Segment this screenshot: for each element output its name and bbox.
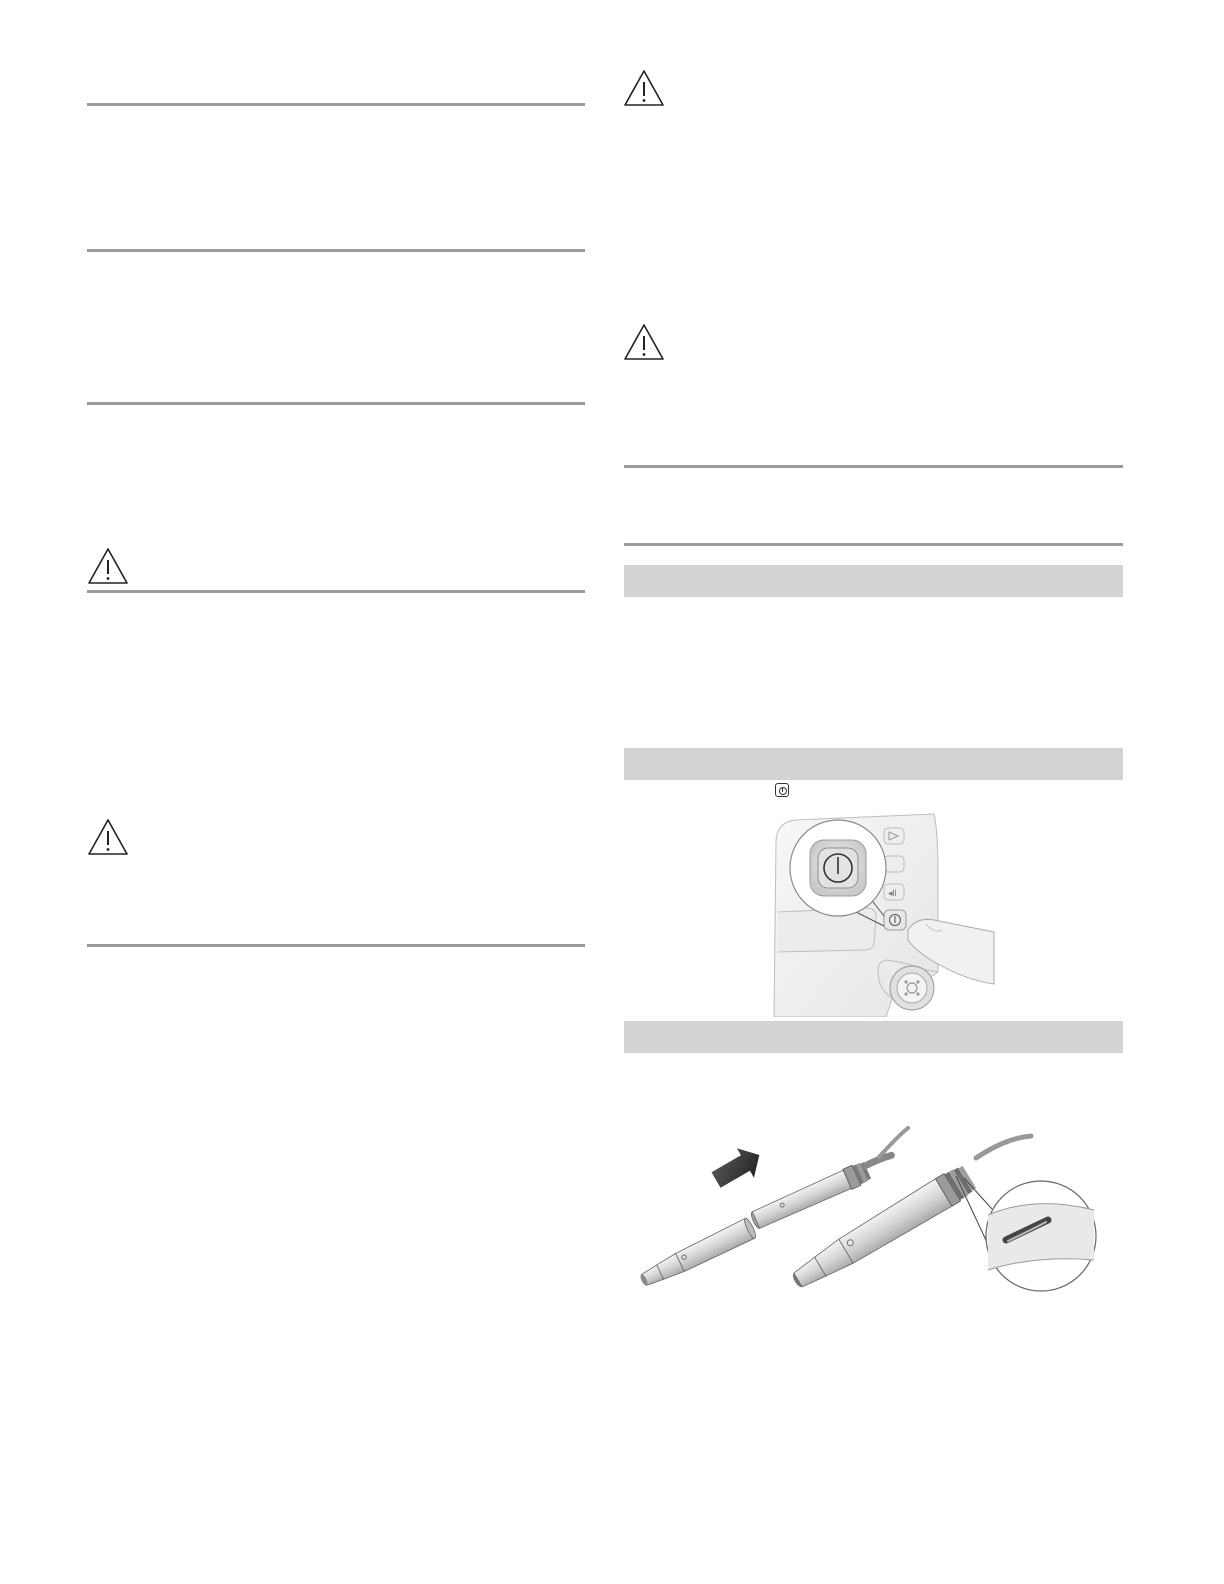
warning-triangle-icon [622, 68, 666, 108]
step-header-band-3 [624, 1021, 1123, 1053]
section-rule-3 [87, 402, 585, 405]
control-panel-figure [766, 812, 996, 1017]
warning-triangle-icon [86, 546, 130, 586]
svg-text:◂ll: ◂ll [888, 888, 897, 898]
warning-triangle-icon [622, 322, 666, 362]
handpiece-assembly-figure [636, 1120, 1106, 1295]
section-rule-7 [624, 543, 1123, 546]
section-rule-5 [87, 944, 585, 947]
section-rule-4 [87, 590, 585, 593]
warning-triangle-icon [86, 817, 130, 857]
section-rule-2 [87, 249, 585, 252]
section-rule-6 [624, 465, 1123, 468]
section-rule-1 [87, 103, 585, 106]
step-header-band-1 [624, 565, 1123, 597]
step-header-band-2 [624, 748, 1123, 780]
power-button-icon [775, 783, 789, 797]
